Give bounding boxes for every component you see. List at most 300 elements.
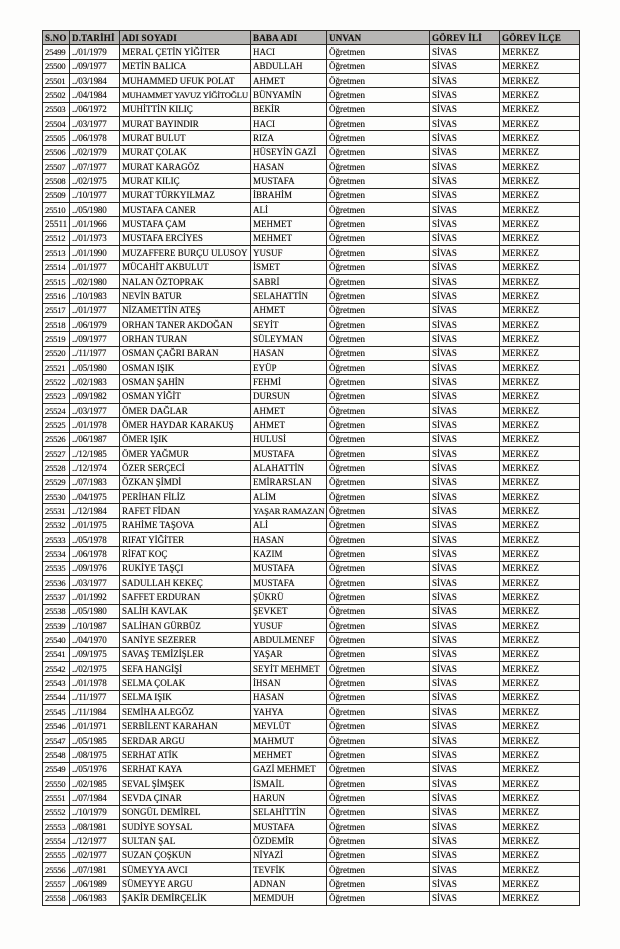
table-cell: SELAHİTTİN xyxy=(251,805,327,819)
table-row xyxy=(43,260,580,274)
table-cell: MEMDUH xyxy=(251,891,327,905)
table-row xyxy=(43,446,580,460)
table-cell: YUSUF xyxy=(251,246,327,260)
table-cell: Öğretmen xyxy=(327,662,430,676)
table-cell: Öğretmen xyxy=(327,346,430,360)
table-cell: AHMET xyxy=(251,303,327,317)
table-cell: SULTAN ŞAL xyxy=(120,834,251,848)
table-cell: ../01/1990 xyxy=(70,246,120,260)
table-cell: ÖMER DAĞLAR xyxy=(120,403,251,417)
table-cell: RAHİME TAŞOVA xyxy=(120,518,251,532)
table-cell: Öğretmen xyxy=(327,719,430,733)
table-cell: ORHAN TANER AKDOĞAN xyxy=(120,317,251,331)
table-cell: HARUN xyxy=(251,791,327,805)
table-cell: 25556 xyxy=(43,862,70,876)
table-cell: ../11/1977 xyxy=(70,690,120,704)
table-cell: Öğretmen xyxy=(327,490,430,504)
table-cell: Öğretmen xyxy=(327,877,430,891)
table-cell: HASAN xyxy=(251,533,327,547)
table-cell: Öğretmen xyxy=(327,446,430,460)
table-cell: SİVAS xyxy=(430,848,500,862)
table-cell: 25539 xyxy=(43,619,70,633)
table-cell: ŞAKİR DEMİRÇELİK xyxy=(120,891,251,905)
table-cell: Öğretmen xyxy=(327,504,430,518)
table-cell: 25533 xyxy=(43,533,70,547)
table-row xyxy=(43,389,580,403)
table-row xyxy=(43,45,580,59)
table-row xyxy=(43,877,580,891)
table-cell: ../01/1979 xyxy=(70,45,120,59)
table-cell: MERKEZ xyxy=(500,719,580,733)
table-cell: NEVİN BATUR xyxy=(120,289,251,303)
table-cell: Öğretmen xyxy=(327,260,430,274)
table-row xyxy=(43,891,580,905)
table-cell: SİVAS xyxy=(430,260,500,274)
table-cell: SİVAS xyxy=(430,389,500,403)
table-cell: Öğretmen xyxy=(327,88,430,102)
column-header: D.TARİHİ xyxy=(70,31,120,45)
table-cell: 25524 xyxy=(43,403,70,417)
table-cell: SÜMEYYA AVCI xyxy=(120,862,251,876)
table-cell: OSMAN YİĞİT xyxy=(120,389,251,403)
table-cell: SİVAS xyxy=(430,461,500,475)
table-row xyxy=(43,88,580,102)
table-cell: SİVAS xyxy=(430,834,500,848)
table-cell: SİVAS xyxy=(430,690,500,704)
table-cell: MERKEZ xyxy=(500,231,580,245)
table-row xyxy=(43,504,580,518)
table-cell: RIZA xyxy=(251,131,327,145)
table-row xyxy=(43,776,580,790)
table-cell: EYÜP xyxy=(251,360,327,374)
table-row xyxy=(43,432,580,446)
table-cell: NİZAMETTİN ATEŞ xyxy=(120,303,251,317)
table-cell: SİVAS xyxy=(430,102,500,116)
table-cell: 25526 xyxy=(43,432,70,446)
table-cell: 25521 xyxy=(43,360,70,374)
table-cell: GAZİ MEHMET xyxy=(251,762,327,776)
table-cell: MERAL ÇETİN YİĞİTER xyxy=(120,45,251,59)
table-cell: SALİHAN GÜRBÜZ xyxy=(120,619,251,633)
table-cell: MURAT KILIÇ xyxy=(120,174,251,188)
table-cell: 25505 xyxy=(43,131,70,145)
table-cell: MERKEZ xyxy=(500,117,580,131)
table-cell: ../09/1975 xyxy=(70,647,120,661)
table-cell: MEVLÜT xyxy=(251,719,327,733)
table-cell: 25510 xyxy=(43,203,70,217)
table-cell: ../01/1975 xyxy=(70,518,120,532)
table-row xyxy=(43,690,580,704)
table-cell: MERKEZ xyxy=(500,303,580,317)
table-cell: NİYAZİ xyxy=(251,848,327,862)
table-cell: ../04/1984 xyxy=(70,88,120,102)
table-cell: ../06/1972 xyxy=(70,102,120,116)
table-cell: MURAT TÜRKYILMAZ xyxy=(120,188,251,202)
table-cell: MERKEZ xyxy=(500,59,580,73)
table-row xyxy=(43,303,580,317)
table-cell: YAŞAR RAMAZAN xyxy=(251,504,327,518)
table-cell: ../05/1980 xyxy=(70,203,120,217)
table-cell: ../02/1980 xyxy=(70,274,120,288)
table-cell: PERİHAN FİLİZ xyxy=(120,490,251,504)
table-cell: BEKİR xyxy=(251,102,327,116)
table-cell: Öğretmen xyxy=(327,403,430,417)
table-cell: SABRİ xyxy=(251,274,327,288)
table-cell: 25520 xyxy=(43,346,70,360)
table-cell: MERKEZ xyxy=(500,862,580,876)
table-cell: ../06/1983 xyxy=(70,891,120,905)
table-cell: MERKEZ xyxy=(500,145,580,159)
table-cell: Öğretmen xyxy=(327,117,430,131)
table-cell: SALİH KAVLAK xyxy=(120,604,251,618)
table-row xyxy=(43,633,580,647)
table-cell: MUSTAFA ERCİYES xyxy=(120,231,251,245)
table-cell: Öğretmen xyxy=(327,891,430,905)
table-cell: 25518 xyxy=(43,317,70,331)
table-row xyxy=(43,576,580,590)
table-cell: ../03/1977 xyxy=(70,576,120,590)
table-row xyxy=(43,862,580,876)
table-cell: 25553 xyxy=(43,819,70,833)
table-cell: MURAT ÇOLAK xyxy=(120,145,251,159)
table-cell: MERKEZ xyxy=(500,891,580,905)
table-cell: Öğretmen xyxy=(327,231,430,245)
header-row xyxy=(43,31,580,45)
table-cell: RAFET FİDAN xyxy=(120,504,251,518)
table-row xyxy=(43,274,580,288)
table-cell: ../08/1975 xyxy=(70,748,120,762)
table-cell: ../12/1974 xyxy=(70,461,120,475)
table-row xyxy=(43,117,580,131)
table-row xyxy=(43,375,580,389)
table-cell: HASAN xyxy=(251,160,327,174)
table-cell: SİVAS xyxy=(430,145,500,159)
table-cell: Öğretmen xyxy=(327,619,430,633)
table-cell: ../10/1979 xyxy=(70,805,120,819)
table-cell: Öğretmen xyxy=(327,102,430,116)
table-cell: 25516 xyxy=(43,289,70,303)
table-cell: SEFA HANGİŞİ xyxy=(120,662,251,676)
table-cell: 25527 xyxy=(43,446,70,460)
table-cell: MERKEZ xyxy=(500,576,580,590)
table-cell: ../12/1977 xyxy=(70,834,120,848)
table-row xyxy=(43,719,580,733)
table-cell: ../01/1978 xyxy=(70,676,120,690)
table-cell: SİVAS xyxy=(430,246,500,260)
table-cell: ../01/1966 xyxy=(70,217,120,231)
table-cell: MUHİTTİN KILIÇ xyxy=(120,102,251,116)
table-row xyxy=(43,561,580,575)
table-cell: SİVAS xyxy=(430,748,500,762)
table-cell: ../09/1977 xyxy=(70,59,120,73)
table-cell: SİVAS xyxy=(430,217,500,231)
table-row xyxy=(43,317,580,331)
table-cell: SEYİT xyxy=(251,317,327,331)
table-row xyxy=(43,360,580,374)
table-cell: MUSTAFA xyxy=(251,446,327,460)
table-cell: Öğretmen xyxy=(327,246,430,260)
table-cell: SUDİYE SOYSAL xyxy=(120,819,251,833)
table-cell: 25515 xyxy=(43,274,70,288)
table-cell: 25507 xyxy=(43,160,70,174)
table-cell: MERKEZ xyxy=(500,733,580,747)
table-cell: SİVAS xyxy=(430,676,500,690)
table-cell: SANİYE SEZERER xyxy=(120,633,251,647)
table-cell: 25545 xyxy=(43,705,70,719)
table-cell: 25512 xyxy=(43,231,70,245)
table-cell: SİVAS xyxy=(430,891,500,905)
table-cell: 25500 xyxy=(43,59,70,73)
table-cell: 25503 xyxy=(43,102,70,116)
table-cell: MERKEZ xyxy=(500,805,580,819)
table-cell: MUHAMMED UFUK POLAT xyxy=(120,74,251,88)
table-cell: MERKEZ xyxy=(500,246,580,260)
table-row xyxy=(43,834,580,848)
table-row xyxy=(43,791,580,805)
table-cell: MURAT BAYINDIR xyxy=(120,117,251,131)
table-cell: 25535 xyxy=(43,561,70,575)
table-cell: MERKEZ xyxy=(500,188,580,202)
table-cell: ../02/1975 xyxy=(70,174,120,188)
table-cell: Öğretmen xyxy=(327,389,430,403)
table-cell: ÖZKAN ŞİMDİ xyxy=(120,475,251,489)
table-cell: Öğretmen xyxy=(327,604,430,618)
table-cell: SİVAS xyxy=(430,475,500,489)
table-row xyxy=(43,102,580,116)
table-cell: ../06/1978 xyxy=(70,547,120,561)
table-cell: Öğretmen xyxy=(327,174,430,188)
table-cell: MERKEZ xyxy=(500,375,580,389)
table-cell: MERKEZ xyxy=(500,662,580,676)
table-cell: Öğretmen xyxy=(327,690,430,704)
table-cell: 25532 xyxy=(43,518,70,532)
table-cell: ŞEVKET xyxy=(251,604,327,618)
table-cell: MERKEZ xyxy=(500,360,580,374)
table-cell: MERKEZ xyxy=(500,389,580,403)
table-cell: MERKEZ xyxy=(500,504,580,518)
table-cell: SİVAS xyxy=(430,74,500,88)
table-cell: ADNAN xyxy=(251,877,327,891)
table-cell: MERKEZ xyxy=(500,590,580,604)
column-header: GÖREV İLİ xyxy=(430,31,500,45)
table-cell: ALİ xyxy=(251,518,327,532)
table-cell: SONGÜL DEMİREL xyxy=(120,805,251,819)
table-body xyxy=(43,45,580,906)
table-cell: 25531 xyxy=(43,504,70,518)
table-cell: MURAT KARAGÖZ xyxy=(120,160,251,174)
table-cell: 25534 xyxy=(43,547,70,561)
table-cell: Öğretmen xyxy=(327,203,430,217)
table-cell: 25546 xyxy=(43,719,70,733)
table-cell: ../09/1982 xyxy=(70,389,120,403)
table-cell: SERHAT KAYA xyxy=(120,762,251,776)
table-cell: SİVAS xyxy=(430,533,500,547)
table-row xyxy=(43,203,580,217)
table-cell: SEMİHA ALEGÖZ xyxy=(120,705,251,719)
table-cell: SİVAS xyxy=(430,446,500,460)
table-cell: MERKEZ xyxy=(500,217,580,231)
table-cell: MERKEZ xyxy=(500,647,580,661)
table-cell: SİVAS xyxy=(430,762,500,776)
table-cell: OSMAN ÇAĞRI BARAN xyxy=(120,346,251,360)
table-cell: 25499 xyxy=(43,45,70,59)
table-cell: 25554 xyxy=(43,834,70,848)
table-cell: ../03/1977 xyxy=(70,403,120,417)
table-cell: SİVAS xyxy=(430,576,500,590)
column-header: BABA ADI xyxy=(251,31,327,45)
table-row xyxy=(43,418,580,432)
table-cell: SERHAT ATİK xyxy=(120,748,251,762)
table-cell: ../01/1971 xyxy=(70,719,120,733)
table-cell: HASAN xyxy=(251,346,327,360)
table-row xyxy=(43,332,580,346)
table-cell: Öğretmen xyxy=(327,834,430,848)
table-cell: MERKEZ xyxy=(500,762,580,776)
table-cell: 25522 xyxy=(43,375,70,389)
table-cell: Öğretmen xyxy=(327,217,430,231)
table-row xyxy=(43,733,580,747)
table-cell: RUKİYE TAŞÇI xyxy=(120,561,251,575)
table-cell: MERKEZ xyxy=(500,260,580,274)
table-cell: MERKEZ xyxy=(500,619,580,633)
table-row xyxy=(43,403,580,417)
table-cell: NALAN ÖZTOPRAK xyxy=(120,274,251,288)
table-cell: YUSUF xyxy=(251,619,327,633)
table-cell: SİVAS xyxy=(430,45,500,59)
table-cell: SEVAL ŞİMŞEK xyxy=(120,776,251,790)
table-cell: MERKEZ xyxy=(500,633,580,647)
table-cell: SİVAS xyxy=(430,877,500,891)
table-cell: ../05/1985 xyxy=(70,733,120,747)
table-cell: ../05/1976 xyxy=(70,762,120,776)
table-row xyxy=(43,475,580,489)
table-cell: MÜCAHİT AKBULUT xyxy=(120,260,251,274)
table-cell: SİVAS xyxy=(430,733,500,747)
table-cell: SİVAS xyxy=(430,719,500,733)
table-cell: Öğretmen xyxy=(327,303,430,317)
table-cell: MERKEZ xyxy=(500,346,580,360)
table-cell: ../10/1977 xyxy=(70,188,120,202)
table-cell: ALİ xyxy=(251,203,327,217)
table-cell: ../05/1980 xyxy=(70,360,120,374)
table-cell: Öğretmen xyxy=(327,561,430,575)
table-row xyxy=(43,604,580,618)
table-row xyxy=(43,461,580,475)
table-cell: MUZAFFERE BURÇU ULUSOY xyxy=(120,246,251,260)
table-cell: MERKEZ xyxy=(500,446,580,460)
table-cell: MEHMET xyxy=(251,217,327,231)
table-row xyxy=(43,131,580,145)
table-cell: Öğretmen xyxy=(327,317,430,331)
table-cell: ../02/1977 xyxy=(70,848,120,862)
table-cell: Öğretmen xyxy=(327,289,430,303)
table-cell: Öğretmen xyxy=(327,805,430,819)
table-cell: Öğretmen xyxy=(327,332,430,346)
table-cell: SİVAS xyxy=(430,647,500,661)
table-cell: Öğretmen xyxy=(327,188,430,202)
table-cell: ŞÜKRÜ xyxy=(251,590,327,604)
table-cell: HULUSİ xyxy=(251,432,327,446)
table-cell: Öğretmen xyxy=(327,160,430,174)
table-cell: Öğretmen xyxy=(327,360,430,374)
table-cell: SİVAS xyxy=(430,303,500,317)
table-cell: Öğretmen xyxy=(327,748,430,762)
table-cell: 25528 xyxy=(43,461,70,475)
table-cell: BÜNYAMİN xyxy=(251,88,327,102)
table-cell: SİVAS xyxy=(430,776,500,790)
table-cell: MEHMET xyxy=(251,231,327,245)
table-row xyxy=(43,533,580,547)
table-cell: ../07/1977 xyxy=(70,160,120,174)
table-cell: Öğretmen xyxy=(327,131,430,145)
column-header: ADI SOYADI xyxy=(120,31,251,45)
table-cell: 25504 xyxy=(43,117,70,131)
table-row xyxy=(43,662,580,676)
table-cell: MAHMUT xyxy=(251,733,327,747)
table-cell: Öğretmen xyxy=(327,45,430,59)
table-cell: MERKEZ xyxy=(500,45,580,59)
table-row xyxy=(43,246,580,260)
table-cell: MERKEZ xyxy=(500,490,580,504)
table-cell: ALAHATTİN xyxy=(251,461,327,475)
table-row xyxy=(43,819,580,833)
table-cell: HÜSEYİN GAZİ xyxy=(251,145,327,159)
table-cell: SİVAS xyxy=(430,432,500,446)
table-cell: 25543 xyxy=(43,676,70,690)
table-cell: SİVAS xyxy=(430,805,500,819)
table-cell: ../06/1978 xyxy=(70,131,120,145)
table-cell: ABDULMENEF xyxy=(251,633,327,647)
table-row xyxy=(43,160,580,174)
table-cell: Öğretmen xyxy=(327,475,430,489)
table-cell: Öğretmen xyxy=(327,848,430,862)
table-cell: 25513 xyxy=(43,246,70,260)
table-cell: SÜLEYMAN xyxy=(251,332,327,346)
table-cell: Öğretmen xyxy=(327,776,430,790)
table-cell: SİVAS xyxy=(430,188,500,202)
table-cell: SELMA IŞIK xyxy=(120,690,251,704)
table-cell: Öğretmen xyxy=(327,819,430,833)
table-cell: ../01/1977 xyxy=(70,260,120,274)
table-cell: SİVAS xyxy=(430,403,500,417)
column-header: GÖREV İLÇE xyxy=(500,31,580,45)
table-cell: MERKEZ xyxy=(500,776,580,790)
table-cell: SEYİT MEHMET xyxy=(251,662,327,676)
table-cell: MUHAMMET YAVUZ YİĞİTOĞLU xyxy=(120,88,251,102)
table-row xyxy=(43,59,580,73)
table-cell: MUSTAFA xyxy=(251,174,327,188)
table-cell: MUSTAFA ÇAM xyxy=(120,217,251,231)
table-cell: TEVFİK xyxy=(251,862,327,876)
table-row xyxy=(43,590,580,604)
table-cell: MUSTAFA xyxy=(251,576,327,590)
table-cell: ÖZDEMİR xyxy=(251,834,327,848)
table-cell: 25558 xyxy=(43,891,70,905)
table-cell: Öğretmen xyxy=(327,518,430,532)
table-cell: ../03/1977 xyxy=(70,117,120,131)
table-cell: SEVDA ÇINAR xyxy=(120,791,251,805)
table-row xyxy=(43,705,580,719)
table-cell: Öğretmen xyxy=(327,705,430,719)
table-cell: SİVAS xyxy=(430,518,500,532)
table-cell: MERKEZ xyxy=(500,676,580,690)
table-cell: AHMET xyxy=(251,403,327,417)
table-cell: SİVAS xyxy=(430,561,500,575)
table-cell: SİVAS xyxy=(430,662,500,676)
table-cell: SİVAS xyxy=(430,360,500,374)
table-cell: SİVAS xyxy=(430,490,500,504)
table-cell: 25501 xyxy=(43,74,70,88)
